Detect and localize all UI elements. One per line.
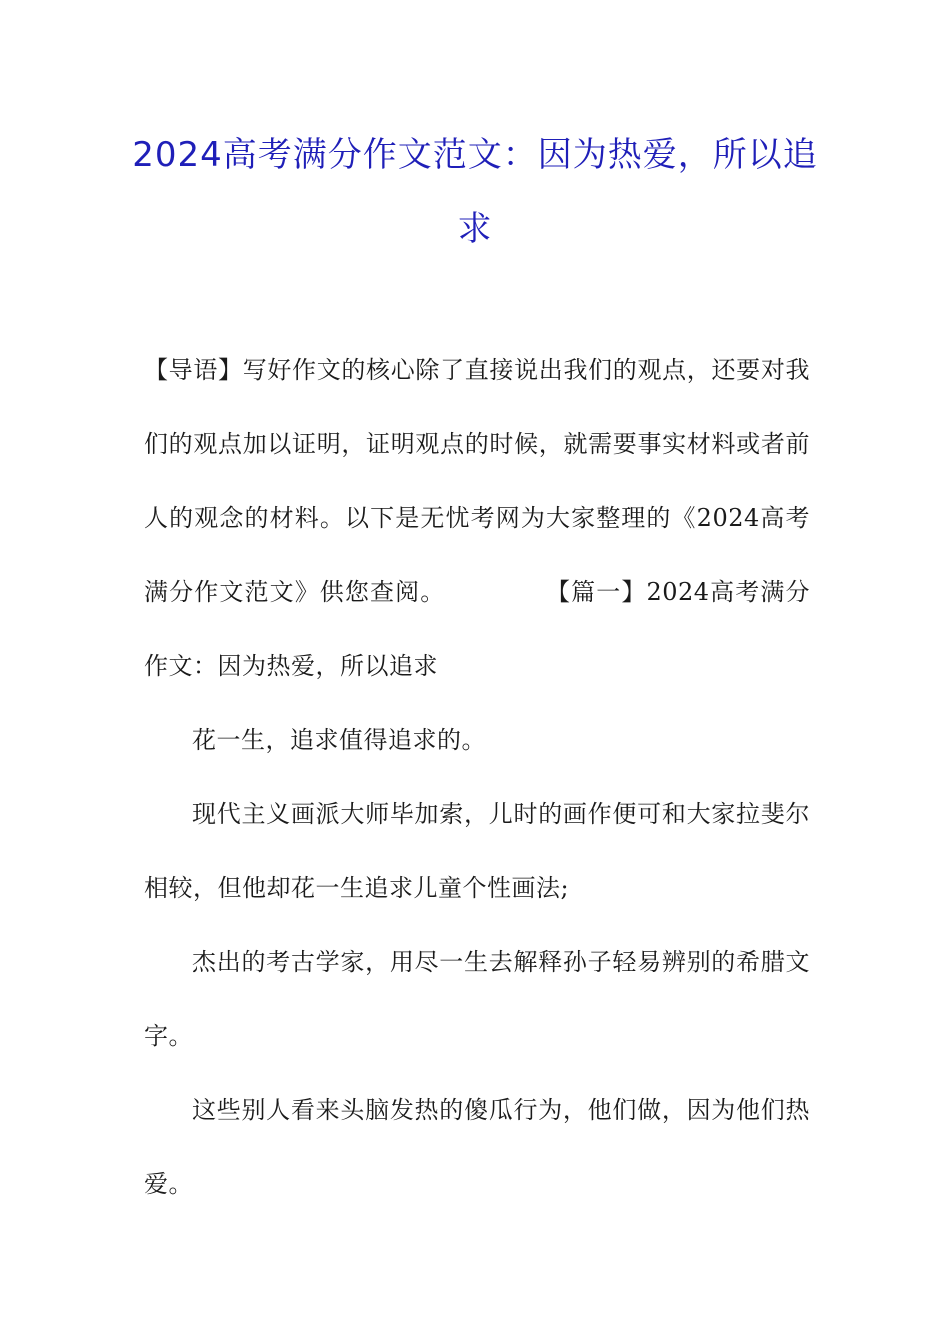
body-paragraph-2: 现代主义画派大师毕加索，儿时的画作便可和大家拉斐尔相较，但他却花一生追求儿童个性画法;: [144, 800, 810, 902]
body-paragraph-4: 这些别人看来头脑发热的傻瓜行为，他们做，因为他们热爱。: [144, 1096, 810, 1198]
document-title: 2024高考满分作文范文：因为热爱，所以追求: [132, 135, 818, 249]
document-body: [144, 333, 810, 1221]
body-paragraph-1: 花一生，追求值得追求的。: [192, 726, 486, 754]
body-paragraph-3: 杰出的考古学家，用尽一生去解释孙子轻易辨别的希腊文字。: [144, 948, 810, 1050]
section-heading: 【篇一】2024高考满分作文：因为热爱，所以追求: [144, 578, 811, 680]
intro-text: 【导语】写好作文的核心除了直接说出我们的观点，还要对我们的观点加以证明，证明观点的时候，就需要事实材料或者前人的观念的材料。以下是无忧考网为大家整理的《2024高考满分作文范文》供您查阅。: [144, 356, 810, 606]
intro-paragraph: [144, 333, 810, 703]
